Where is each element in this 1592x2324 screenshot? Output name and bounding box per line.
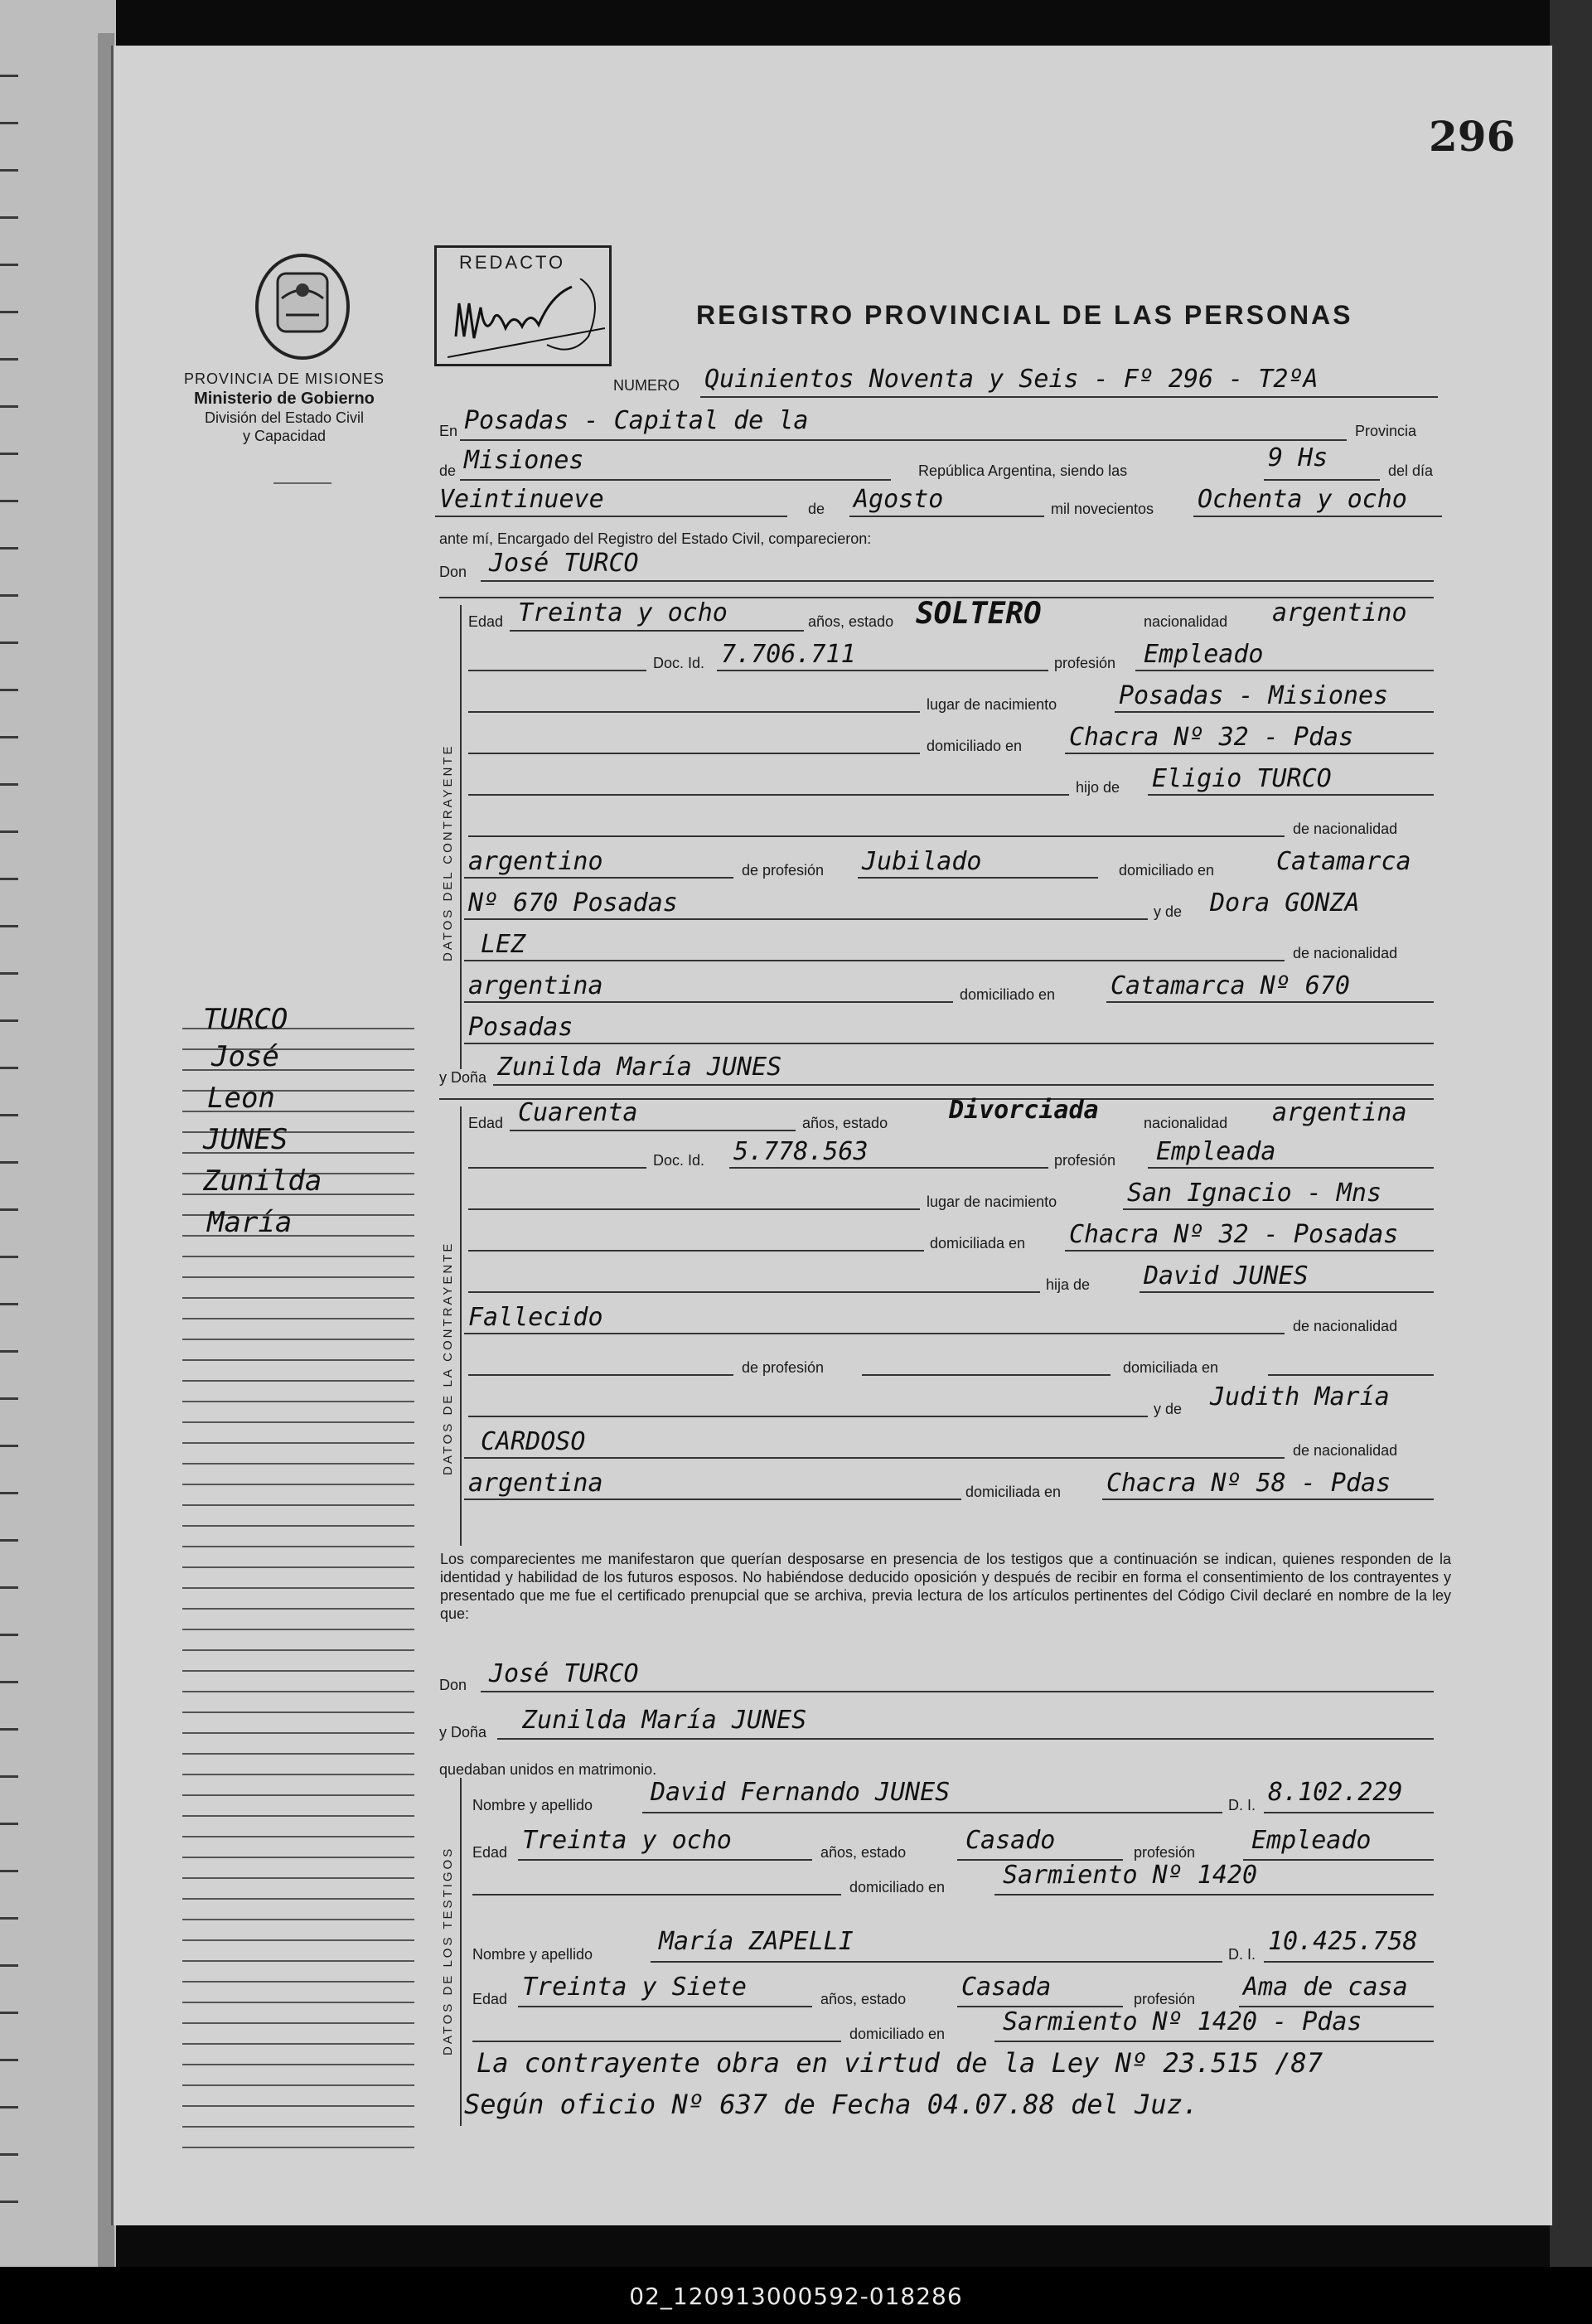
w1-anos-label: años, estado: [820, 1844, 907, 1861]
w1-dom-label: domiciliado en: [849, 1879, 946, 1896]
w2-edad-line: [518, 2006, 812, 2007]
bride-bracket: [460, 1106, 462, 1546]
closing-don-label: Don: [439, 1677, 467, 1693]
groom-edad: Treinta y ocho: [518, 598, 728, 627]
legal-note-1: La contrayente obra en virtud de la Ley Nº 23.515 /87: [477, 2047, 1323, 2079]
bride-mother-1: Judith María: [1210, 1382, 1390, 1411]
bride-dom-line: [1065, 1250, 1434, 1252]
margin-ruled-line: [182, 1276, 414, 1278]
w2-dom-prefix-line: [472, 2041, 841, 2042]
groom-father-dom-line: [464, 918, 1148, 920]
bride-nac-label: nacionalidad: [1144, 1115, 1228, 1131]
margin-ruled-line: [182, 1691, 414, 1692]
left-page-tick: [0, 1397, 18, 1400]
province-line: [460, 479, 891, 481]
w2-edad: Treinta y Siete: [522, 1973, 747, 2002]
margin-ruled-line: [182, 1339, 414, 1340]
margin-ruled-line: [182, 1546, 414, 1547]
left-page-tick: [0, 169, 18, 172]
bride-domicilio: Chacra Nº 32 - Posadas: [1069, 1220, 1399, 1249]
groom-father-nac: argentino: [468, 847, 603, 876]
margin-ruled-line: [182, 1401, 414, 1402]
margin-ruled-line: [182, 1836, 414, 1837]
closing-bride-line: [497, 1738, 1434, 1740]
groom-doc-line: [717, 670, 1048, 671]
act-province: Misiones: [464, 446, 584, 475]
groom-profesion: Empleado: [1144, 640, 1264, 669]
bride-edad-line: [510, 1130, 796, 1131]
bride-doc-prefix-line: [468, 1167, 646, 1169]
margin-ruled-line: [182, 1566, 414, 1568]
bride-nacionalidad: argentina: [1272, 1098, 1407, 1127]
groom-mother-dom-line: [1106, 1001, 1434, 1003]
de-label-2: de: [808, 501, 825, 517]
left-page-tick: [0, 925, 18, 927]
margin-ruled-line: [182, 1256, 414, 1257]
w1-edad-line: [518, 1859, 812, 1861]
division-label: División del Estado Civil: [204, 409, 365, 426]
margin-ruled-line: [182, 1504, 414, 1506]
bride-doc-line: [729, 1167, 1048, 1169]
groom-mother-dom-2: Posadas: [468, 1013, 573, 1042]
margin-ruled-line: [182, 1629, 414, 1630]
groom-lugar-line: [1115, 711, 1434, 713]
groom-edad-label: Edad: [468, 613, 504, 630]
groom-hijo-prefix-line: [468, 794, 1069, 796]
margin-ruled-line: [182, 1919, 414, 1920]
groom-father-dom-label: domiciliado en: [1119, 862, 1215, 879]
left-page-tick: [0, 1539, 18, 1542]
groom-lugar-prefix-line: [468, 711, 920, 713]
w2-di-label: D. I.: [1228, 1946, 1256, 1963]
w1-dom-line: [994, 1894, 1434, 1896]
left-page-tick: [0, 1303, 18, 1305]
act-day: Veintinueve: [439, 485, 604, 514]
province-label: PROVINCIA DE MISIONES: [183, 370, 385, 387]
w1-di: 8.102.229: [1268, 1778, 1403, 1807]
groom-mother-nac-line: [464, 1001, 953, 1003]
bride-prof-label: profesión: [1054, 1152, 1116, 1169]
groom-father-nac-prefix-line: [468, 835, 1285, 837]
left-page-tick: [0, 736, 18, 738]
w2-dom-line: [994, 2041, 1434, 2042]
del-dia-label: del día: [1388, 462, 1434, 479]
de-label: de: [439, 462, 457, 479]
act-place: Posadas - Capital de la: [464, 406, 809, 435]
legal-note-2: Según oficio Nº 637 de Fecha 04.07.88 del Juz.: [464, 2089, 1199, 2120]
bride-mother-dom-label: domiciliada en: [965, 1484, 1062, 1500]
groom-nac-label: nacionalidad: [1144, 613, 1228, 630]
groom-bracket: [460, 605, 462, 1069]
left-page-tick: [0, 783, 18, 786]
bride-hija-label: hija de: [1046, 1276, 1091, 1293]
margin-ruled-line: [182, 2022, 414, 2024]
en-label: En: [439, 423, 458, 439]
bride-name: Zunilda María JUNES: [497, 1053, 782, 1082]
place-line: [460, 439, 1347, 441]
w1-estado: Casado: [965, 1826, 1056, 1855]
margin-ruled-line: [182, 1712, 414, 1713]
bride-dom-prefix-line: [468, 1250, 924, 1252]
bride-profesion: Empleada: [1156, 1137, 1276, 1166]
w1-di-line: [1264, 1812, 1434, 1813]
groom-line: [481, 580, 1434, 582]
groom-y-de-label: y de: [1154, 903, 1183, 920]
w1-prof-line: [1243, 1859, 1434, 1861]
left-page-tick: [0, 500, 18, 502]
groom-mother-line: [464, 960, 1285, 961]
left-page-tick: [0, 1964, 18, 1967]
bride-estado: Divorciada: [949, 1096, 1099, 1125]
groom-mother-dom-label: domiciliado en: [960, 986, 1056, 1003]
bride-father-prof-prefix-line: [468, 1374, 733, 1376]
left-page-tick: [0, 830, 18, 833]
margin-ruled-line: [182, 1649, 414, 1651]
left-page-tick: [0, 122, 18, 124]
groom-edad-line: [510, 630, 804, 632]
margin-ruled-line: [182, 1815, 414, 1817]
w2-name-line: [651, 1961, 1222, 1963]
groom-mother-nac: argentina: [468, 971, 603, 1000]
month-line: [849, 516, 1044, 517]
left-page-tick: [0, 1775, 18, 1778]
groom-father-prof-line: [858, 877, 1098, 879]
bride-line: [493, 1084, 1434, 1086]
margin-ruled-line: [182, 2064, 414, 2065]
w1-edad-label: Edad: [472, 1844, 508, 1861]
left-page-tick: [0, 642, 18, 644]
closing-dona-label: y Doña: [439, 1724, 487, 1741]
margin-name-given-1: José: [211, 1040, 279, 1073]
w2-nombre-label: Nombre y apellido: [472, 1946, 593, 1963]
margin-name-surname-2: JUNES: [203, 1123, 288, 1156]
groom-domicilio: Chacra Nº 32 - Pdas: [1069, 723, 1354, 752]
bride-mother-nac-label: de nacionalidad: [1293, 1442, 1398, 1459]
left-page-tick: [0, 1208, 18, 1211]
margin-ruled-line: [182, 1318, 414, 1319]
bride-father: David JUNES: [1144, 1261, 1309, 1290]
left-page-tick: [0, 405, 18, 408]
left-page-tick: [0, 453, 18, 455]
margin-ruled-line: [182, 1732, 414, 1734]
bride-lugar-prefix-line: [468, 1208, 920, 1210]
groom-doc: 7.706.711: [721, 640, 856, 669]
left-page-tick: [0, 2153, 18, 2156]
bride-y-de-prefix-line: [468, 1416, 1148, 1417]
bride-lugar-line: [1123, 1208, 1434, 1210]
bride-mother-dom: Chacra Nº 58 - Pdas: [1106, 1469, 1391, 1498]
w1-profesion: Empleado: [1251, 1826, 1372, 1855]
document-id-footer: 02_120913000592-018286: [629, 2283, 963, 2310]
left-page-tick: [0, 358, 18, 361]
don-label: Don: [439, 564, 467, 580]
left-page-tick: [0, 1161, 18, 1164]
left-page-tick: [0, 2201, 18, 2203]
dona-label: y Doña: [439, 1069, 487, 1086]
groom-father-nac-line: [464, 877, 733, 879]
w2-profesion: Ama de casa: [1243, 1973, 1408, 2002]
bride-father-line: [1140, 1291, 1434, 1293]
margin-ruled-line: [182, 2043, 414, 2045]
groom-estado: SOLTERO: [916, 597, 1042, 631]
bride-father-note: Fallecido: [468, 1303, 603, 1332]
act-year: Ochenta y ocho: [1198, 485, 1407, 514]
w2-domicilio: Sarmiento Nº 1420 - Pdas: [1003, 2007, 1362, 2036]
bride-hija-prefix-line: [468, 1291, 1040, 1293]
registrar-signature: [448, 278, 605, 358]
groom-mother-dom-2-line: [464, 1043, 1434, 1044]
groom-mother-dom-1: Catamarca Nº 670: [1111, 971, 1350, 1000]
w2-estado: Casada: [961, 1973, 1052, 2002]
right-binding: [1550, 0, 1592, 2267]
groom-dom-line: [1065, 753, 1434, 754]
republica-label: República Argentina, siendo las: [918, 462, 1128, 479]
left-page-tick: [0, 689, 18, 691]
left-page-tick: [0, 1067, 18, 1069]
ante-mi-text: ante mí, Encargado del Registro del Estado Civil, comparecieron:: [439, 530, 872, 547]
registry-title: REGISTRO PROVINCIAL DE LAS PERSONAS: [696, 300, 1353, 330]
bride-anos-label: años, estado: [802, 1115, 888, 1131]
year-line: [1193, 516, 1442, 517]
margin-ruled-line: [182, 1877, 414, 1879]
margin-ruled-line: [182, 1359, 414, 1361]
capacity-label: y Capacidad: [242, 428, 327, 444]
bride-lugar: San Ignacio - Mns: [1127, 1179, 1382, 1208]
groom-father-prof-label: de profesión: [742, 862, 825, 879]
margin-ruled-line: [182, 1463, 414, 1465]
left-page-tick: [0, 594, 18, 597]
left-page-tick: [0, 1586, 18, 1589]
margin-ruled-line: [182, 1670, 414, 1672]
groom-father-prof: Jubilado: [862, 847, 982, 876]
groom-name: José TURCO: [489, 549, 639, 578]
w2-dom-label: domiciliado en: [849, 2026, 946, 2042]
groom-lugar-label: lugar de nacimiento: [927, 696, 1057, 713]
groom-nacionalidad: argentino: [1272, 598, 1407, 627]
margin-ruled-line: [182, 1857, 414, 1858]
numero-line: [700, 396, 1438, 398]
bride-father-prof-line: [862, 1374, 1111, 1376]
act-hour: 9 Hs: [1268, 443, 1328, 472]
w1-di-label: D. I.: [1228, 1797, 1256, 1813]
margin-name-given-4: María: [207, 1206, 293, 1239]
bride-doc: 5.778.563: [733, 1137, 869, 1166]
w1-name-line: [642, 1812, 1222, 1813]
closing-groom-line: [481, 1691, 1434, 1692]
witness-section-label: DATOS DE LOS TESTIGOS: [441, 1846, 455, 2055]
left-page-tick: [0, 878, 18, 880]
margin-ruled-line: [182, 2126, 414, 2128]
w1-nombre-label: Nombre y apellido: [472, 1797, 593, 1813]
page-number: 296: [1429, 112, 1516, 161]
provincial-seal-icon: [249, 249, 356, 361]
bride-edad-label: Edad: [468, 1115, 504, 1131]
margin-name-given-2: Leon: [207, 1082, 275, 1115]
groom-father-line: [1148, 794, 1434, 796]
groom-hijo-label: hijo de: [1076, 779, 1120, 796]
closing-bride: Zunilda María JUNES: [522, 1706, 807, 1735]
groom-mother-nac-label: de nacionalidad: [1293, 945, 1398, 961]
margin-ruled-line: [182, 1753, 414, 1755]
witness-bracket: [460, 1778, 462, 2126]
bride-mother-2: CARDOSO: [481, 1427, 586, 1456]
left-page-tick: [0, 2012, 18, 2014]
left-page-tick: [0, 1019, 18, 1022]
bride-father-dom-label: domiciliada en: [1123, 1359, 1219, 1376]
left-page-tick: [0, 1445, 18, 1447]
groom-prof-label: profesión: [1054, 655, 1116, 671]
bride-doc-label: Doc. Id.: [653, 1152, 705, 1169]
left-page-tick: [0, 1634, 18, 1636]
bride-mother-dom-line: [1102, 1498, 1434, 1500]
w1-name: David Fernando JUNES: [651, 1778, 951, 1807]
groom-lugar: Posadas - Misiones: [1119, 681, 1389, 710]
left-page-tick: [0, 1256, 18, 1258]
bride-lugar-label: lugar de nacimiento: [927, 1193, 1057, 1210]
left-page-tick: [0, 264, 18, 266]
groom-doc-prefix-line: [468, 670, 646, 671]
w2-anos-label: años, estado: [820, 1991, 907, 2007]
margin-name-given-3: Zunilda: [203, 1164, 322, 1198]
day-line: [435, 516, 787, 517]
margin-ruled-line: [182, 1380, 414, 1382]
left-page-tick: [0, 1870, 18, 1872]
hour-line: [1264, 479, 1380, 481]
bride-mother-line: [464, 1457, 1285, 1459]
margin-ruled-line: [182, 1898, 414, 1900]
w1-prof-label: profesión: [1134, 1844, 1196, 1861]
groom-father: Eligio TURCO: [1152, 764, 1332, 793]
left-page-tick: [0, 1681, 18, 1683]
left-page-tick: [0, 216, 18, 219]
bride-mother-nac: argentina: [468, 1469, 603, 1498]
redacto-label: REDACTO: [459, 252, 566, 273]
margin-ruled-line: [182, 1421, 414, 1423]
left-page-tick: [0, 75, 18, 77]
bride-father-nac-line: [464, 1333, 1285, 1334]
w1-domicilio: Sarmiento Nº 1420: [1003, 1861, 1258, 1890]
bride-father-dom-line: [1268, 1374, 1434, 1376]
act-month: Agosto: [854, 485, 944, 514]
bride-prof-line: [1148, 1167, 1434, 1169]
act-number: Quinientos Noventa y Seis - Fº 296 - T2ºA: [704, 365, 1319, 394]
margin-ruled-line: [182, 2002, 414, 2003]
closing-groom: José TURCO: [489, 1659, 639, 1688]
margin-ruled-line: [182, 1484, 414, 1485]
w2-edad-label: Edad: [472, 1991, 508, 2007]
bride-father-nac-label: de nacionalidad: [1293, 1318, 1398, 1334]
left-page-tick: [0, 1350, 18, 1353]
w2-di: 10.425.758: [1268, 1927, 1418, 1956]
groom-mother-1: Dora GONZA: [1210, 888, 1360, 917]
bride-dom-label: domiciliada en: [930, 1235, 1026, 1252]
bride-mother-nac-line: [464, 1498, 961, 1500]
margin-ruled-line: [182, 1960, 414, 1962]
w2-di-line: [1264, 1961, 1434, 1963]
margin-ruled-line: [182, 1608, 414, 1610]
united-text: quedaban unidos en matrimonio.: [439, 1761, 657, 1778]
w1-edad: Treinta y ocho: [522, 1826, 732, 1855]
provincia-label: Provincia: [1355, 423, 1417, 439]
bride-father-prof-label: de profesión: [742, 1359, 825, 1376]
left-page-tick: [0, 1728, 18, 1731]
margin-ruled-line: [182, 2147, 414, 2148]
left-page-tick: [0, 547, 18, 550]
margin-ruled-line: [182, 1981, 414, 1983]
w2-name: María ZAPELLI: [659, 1927, 854, 1956]
margin-ruled-line: [182, 1774, 414, 1775]
header-divider: [273, 482, 331, 484]
groom-anos-label: años, estado: [808, 613, 894, 630]
margin-ruled-line: [182, 1297, 414, 1299]
groom-dom-label: domiciliado en: [927, 738, 1023, 754]
groom-section-label: DATOS DEL CONTRAYENTE: [441, 743, 455, 961]
left-page-tick: [0, 311, 18, 313]
left-page-tick: [0, 1492, 18, 1494]
mil-label: mil novecientos: [1051, 501, 1154, 517]
margin-ruled-line: [182, 1442, 414, 1444]
bride-edad: Cuarenta: [518, 1098, 638, 1127]
groom-father-nac-label: de nacionalidad: [1293, 821, 1398, 837]
closing-paragraph: Los comparecientes me manifestaron que querían desposarse en presencia de los testigos que a continuación se indican, quienes responden de la identidad y habilidad de los futuros esposos. No habiéndose deducido oposición y después de recibir en forma el consentimiento de los contrayentes y presentado que me fue el certificado prenupcial que se archiva, previa lectura de los artículos pertinentes del Código Civil declaré en nombre de la ley que:: [440, 1551, 1451, 1622]
w1-dom-prefix-line: [472, 1894, 841, 1896]
left-page-tick: [0, 1114, 18, 1116]
left-page-tick: [0, 972, 18, 975]
groom-father-dom-1: Catamarca: [1276, 847, 1411, 876]
bride-y-de-label: y de: [1154, 1401, 1183, 1417]
margin-ruled-line: [182, 1587, 414, 1589]
groom-prof-line: [1135, 670, 1434, 671]
left-page-tick: [0, 1917, 18, 1920]
left-page-tick: [0, 2106, 18, 2109]
groom-mother-2: LEZ: [481, 930, 526, 959]
w2-prof-label: profesión: [1134, 1991, 1196, 2007]
left-page-tick: [0, 2059, 18, 2061]
groom-doc-label: Doc. Id.: [653, 655, 705, 671]
numero-label: NUMERO: [613, 377, 680, 394]
margin-ruled-line: [182, 1794, 414, 1796]
margin-name-surname-1: TURCO: [203, 1003, 288, 1036]
margin-ruled-line: [182, 1525, 414, 1527]
ministry-label: Ministerio de Gobierno: [194, 390, 375, 408]
left-page-tick: [0, 1823, 18, 1825]
margin-ruled-line: [182, 2105, 414, 2107]
groom-father-dom-2: Nº 670 Posadas: [468, 888, 678, 917]
margin-ruled-line: [182, 2084, 414, 2086]
margin-ruled-line: [182, 1939, 414, 1941]
bride-section-label: DATOS DE LA CONTRAYENTE: [441, 1241, 455, 1475]
groom-dom-prefix-line: [468, 753, 920, 754]
